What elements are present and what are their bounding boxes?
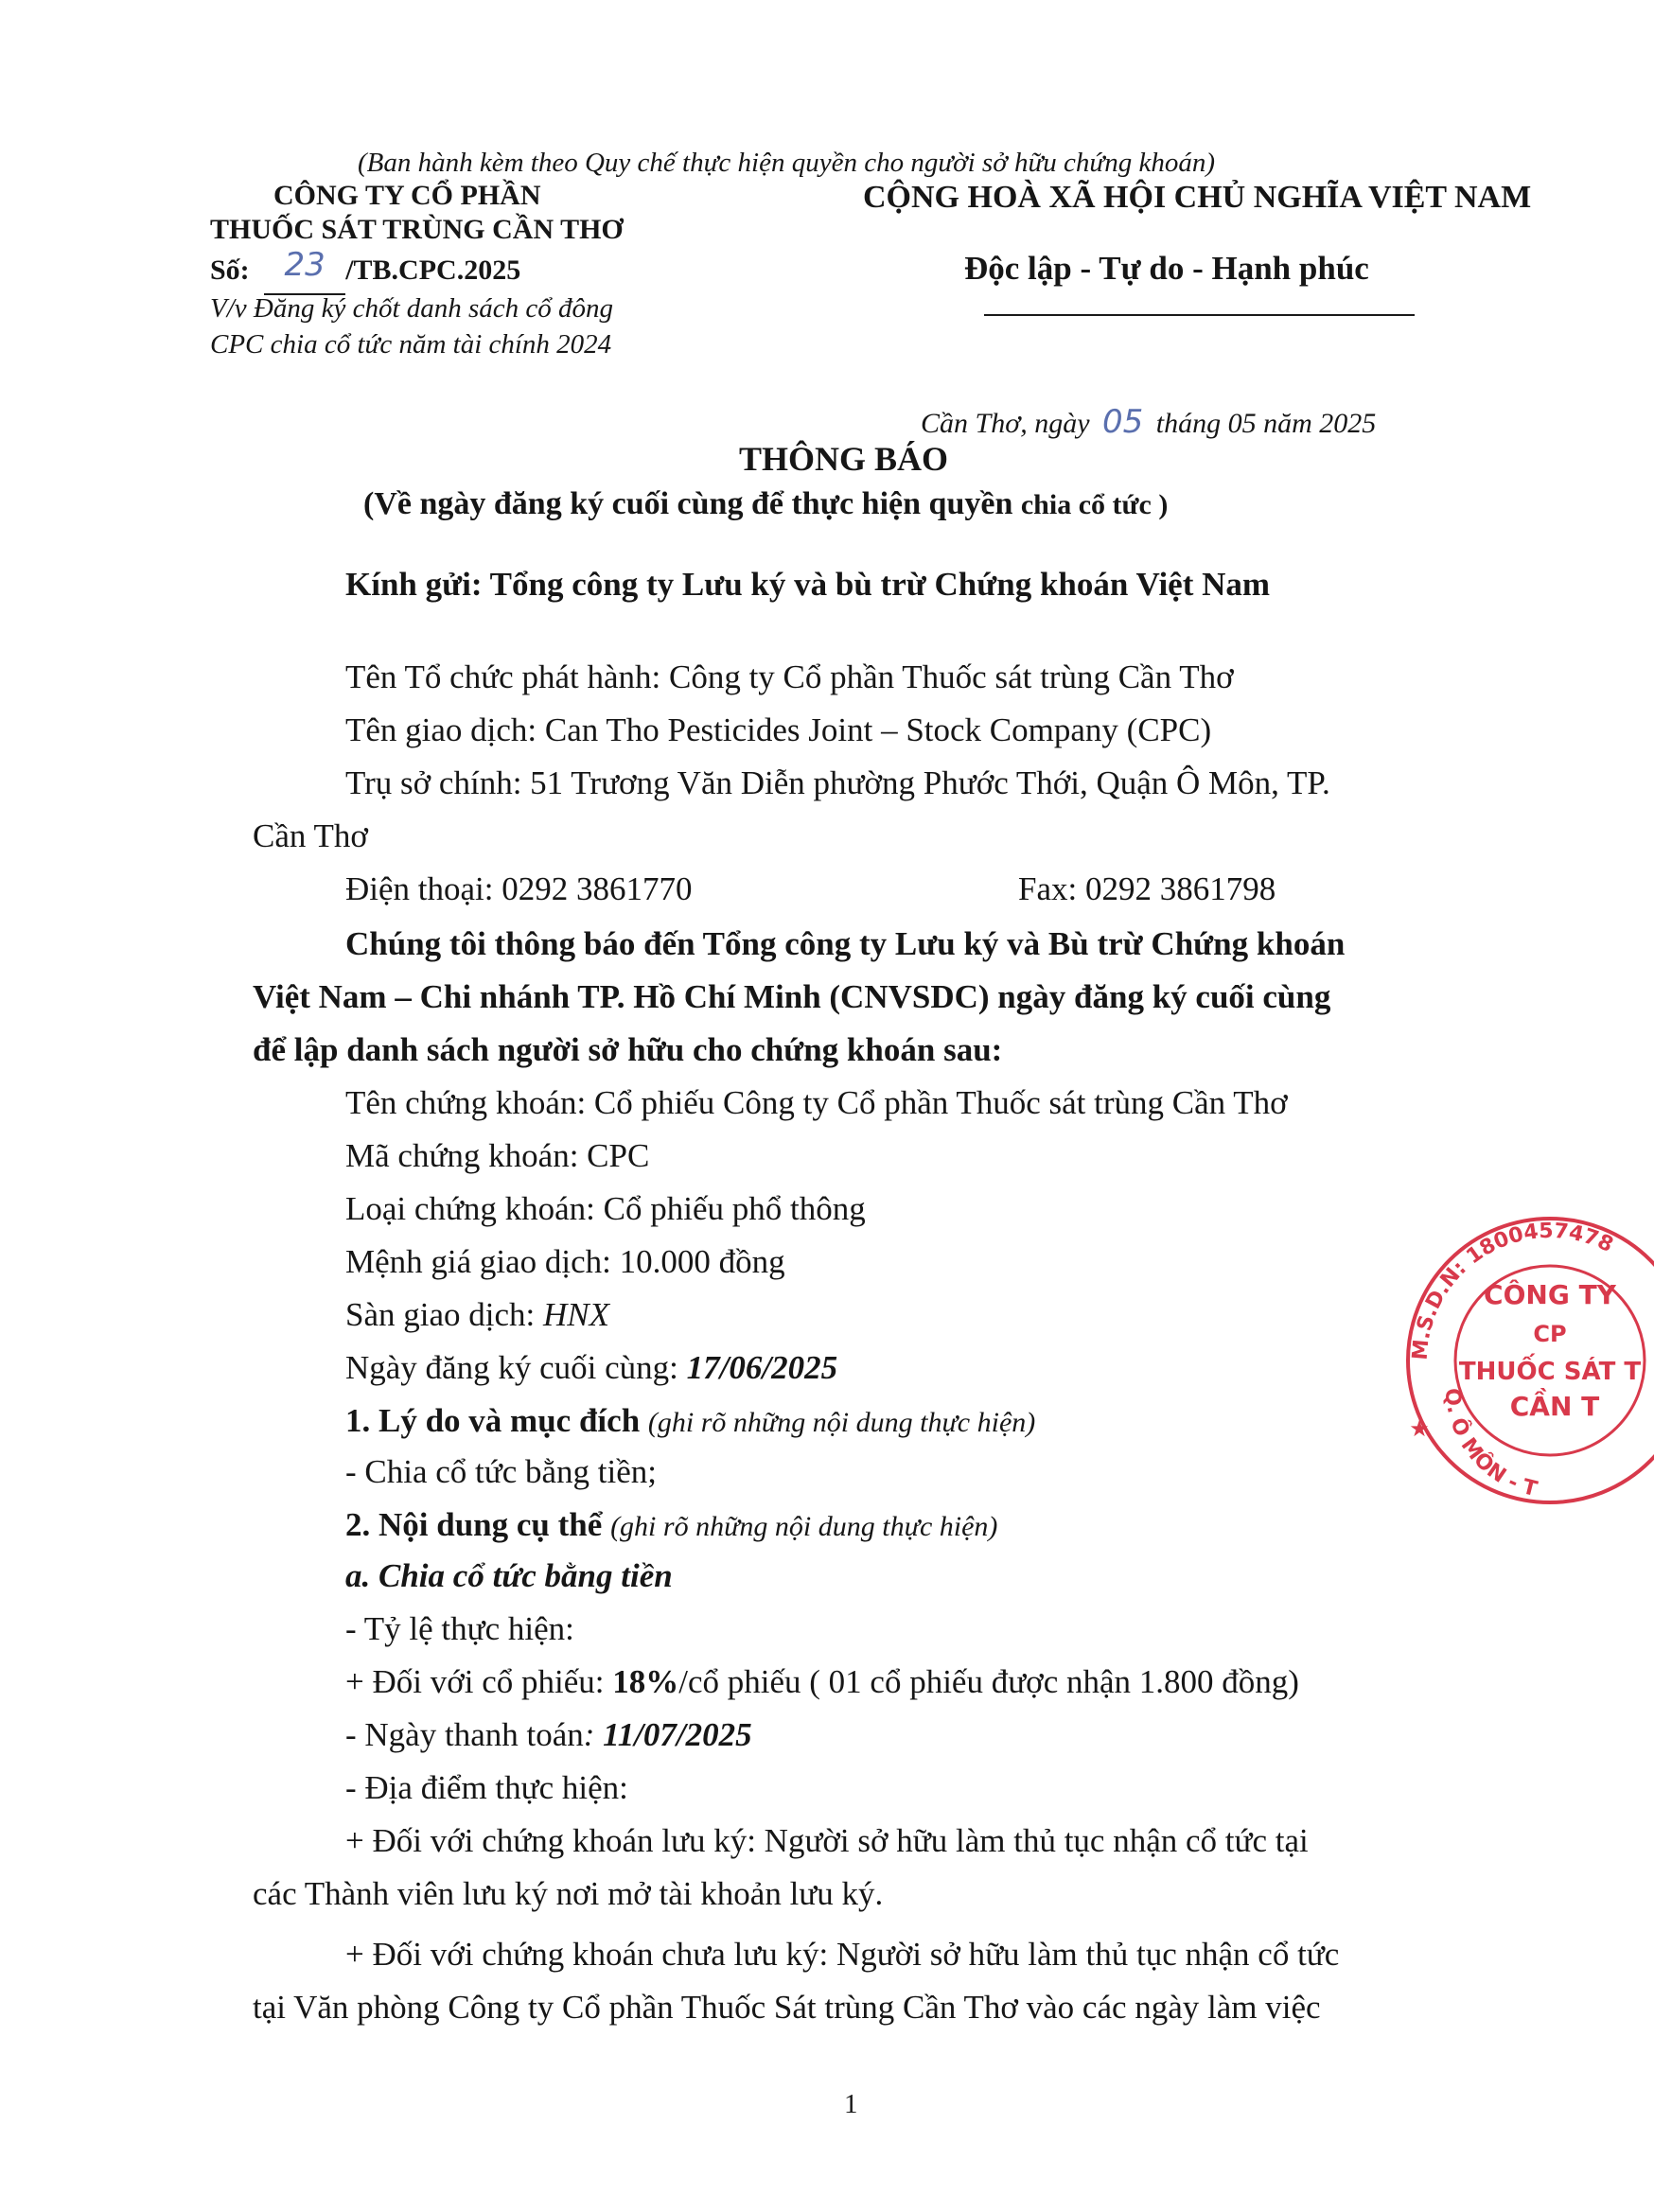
ratio-line <box>345 1663 1299 1701</box>
notice-line3: để lập danh sách người sở hữu cho chứng khoán sau: <box>253 1031 1003 1068</box>
record-date-value: 17/06/2025 <box>686 1349 838 1386</box>
section2-sub-a: a. Chia cổ tức bằng tiền <box>345 1557 673 1594</box>
subject-line1: V/v Đăng ký chốt danh sách cổ đông <box>210 293 614 324</box>
record-date-label: Ngày đăng ký cuối cùng: <box>345 1349 687 1386</box>
issuer-hq-line2: Cần Thơ <box>253 817 368 854</box>
security-type: Loại chứng khoán: Cổ phiếu phổ thông <box>345 1190 866 1227</box>
security-name: Tên chứng khoán: Cổ phiếu Công ty Cổ phần Thuốc sát trùng Cần Thơ <box>345 1084 1288 1121</box>
undeposited-line1: + Đối với chứng khoán chưa lưu ký: Người sở hữu làm thủ tục nhận cổ tức <box>345 1936 1340 1973</box>
subtitle-tail: chia cổ tức ) <box>1020 489 1169 520</box>
issued-with-note: (Ban hành kèm theo Quy chế thực hiện quyền cho người sở hữu chứng khoán) <box>358 148 1215 178</box>
section2-heading <box>345 1506 997 1544</box>
subject-line2: CPC chia cổ tức năm tài chính 2024 <box>210 329 612 360</box>
national-motto: Độc lập - Tự do - Hạnh phúc <box>964 250 1369 287</box>
company-seal <box>1389 1200 1654 1521</box>
number-blank <box>264 246 345 295</box>
section2-title: 2. Nội dung cụ thể <box>345 1506 611 1543</box>
section1-title: 1. Lý do và mục đích <box>345 1402 648 1439</box>
section1-note: (ghi rõ những nội dung thực hiện) <box>647 1407 1036 1438</box>
section2-note: (ghi rõ những nội dung thực hiện) <box>610 1511 998 1542</box>
issuer-trade-name: Tên giao dịch: Can Tho Pesticides Joint – Stock Company (CPC) <box>345 711 1212 748</box>
number-label: Số: <box>210 255 250 286</box>
exchange-value: HNX <box>543 1296 609 1333</box>
ratio-label: - Tỷ lệ thực hiện: <box>345 1610 574 1647</box>
security-par-value: Mệnh giá giao dịch: 10.000 đồng <box>345 1243 785 1280</box>
issuer-org: Tên Tổ chức phát hành: Công ty Cổ phần Thuốc sát trùng Cần Thơ <box>345 658 1234 695</box>
seal-line1: CÔNG TY <box>1484 1279 1616 1310</box>
undeposited-line2: tại Văn phòng Công ty Cổ phần Thuốc Sát trùng Cần Thơ vào các ngày làm việc <box>253 1989 1321 2026</box>
seal-star: ★ <box>1409 1415 1430 1442</box>
handwritten-number: 23 <box>284 246 326 284</box>
section1-item: - Chia cổ tức bằng tiền; <box>345 1453 658 1490</box>
handwritten-day: 05 <box>1102 403 1144 441</box>
date-prefix: Cần Thơ, ngày <box>921 408 1090 439</box>
seal-line2: CP <box>1533 1321 1567 1347</box>
payment-label: - Ngày thanh toán <box>345 1716 584 1753</box>
country-name: CỘNG HOÀ XÃ HỘI CHỦ NGHĨA VIỆT NAM <box>863 180 1532 215</box>
seal-line3: THUỐC SÁT T <box>1458 1358 1642 1386</box>
document-subtitle <box>363 486 1168 522</box>
issuer-hq-line1: Trụ sở chính: 51 Trương Văn Diễn phường Phước Thới, Quận Ô Môn, TP. <box>345 764 1330 801</box>
subtitle-main: (Về ngày đăng ký cuối cùng để thực hiện quyền <box>363 486 1021 521</box>
issuer-fax: Fax: 0292 3861798 <box>1018 870 1276 907</box>
section1-heading <box>345 1402 1035 1440</box>
motto-underline <box>984 314 1415 316</box>
seal-id-text: M.S.D.N: 1800457478 <box>1408 1219 1617 1361</box>
security-code: Mã chứng khoán: CPC <box>345 1137 650 1174</box>
payment-date-line <box>345 1716 752 1754</box>
document-number <box>210 246 521 290</box>
deposited-line2: các Thành viên lưu ký nơi mở tài khoản lưu ký. <box>253 1875 884 1912</box>
date-line <box>921 403 1376 441</box>
page-number: 1 <box>844 2089 858 2119</box>
payment-date: 11/07/2025 <box>603 1716 752 1753</box>
exchange-label: Sàn giao dịch: <box>345 1296 543 1333</box>
notice-line2: Việt Nam – Chi nhánh TP. Hồ Chí Minh (CNVSDC) ngày đăng ký cuối cùng <box>253 978 1331 1015</box>
company-name-line1: CÔNG TY CỔ PHẦN <box>273 180 541 211</box>
company-name-line2: THUỐC SÁT TRÙNG CẦN THƠ <box>210 214 624 245</box>
ratio-value: 18% <box>612 1663 679 1700</box>
security-exchange <box>345 1296 609 1334</box>
payment-colon: : <box>583 1716 604 1753</box>
seal-bottom-text: Q. Ô MÔN - T <box>1439 1387 1540 1502</box>
date-suffix: tháng 05 năm 2025 <box>1155 408 1377 439</box>
ratio-suffix: /cổ phiếu ( 01 cổ phiếu được nhận 1.800 đồng) <box>678 1663 1299 1700</box>
record-date <box>345 1349 837 1387</box>
seal-line4: CẦN T <box>1509 1391 1600 1422</box>
number-suffix: /TB.CPC.2025 <box>345 255 521 286</box>
place-label: - Địa điểm thực hiện: <box>345 1769 628 1806</box>
deposited-line1: + Đối với chứng khoán lưu ký: Người sở hữu làm thủ tục nhận cổ tức tại <box>345 1822 1309 1859</box>
document-title: THÔNG BÁO <box>739 440 949 478</box>
notice-line1: Chúng tôi thông báo đến Tổng công ty Lưu ký và Bù trừ Chứng khoán <box>345 925 1346 962</box>
recipient: Kính gửi: Tổng công ty Lưu ký và bù trừ Chứng khoán Việt Nam <box>345 566 1271 603</box>
ratio-prefix: + Đối với cổ phiếu: <box>345 1663 613 1700</box>
issuer-phone: Điện thoại: 0292 3861770 <box>345 870 693 907</box>
